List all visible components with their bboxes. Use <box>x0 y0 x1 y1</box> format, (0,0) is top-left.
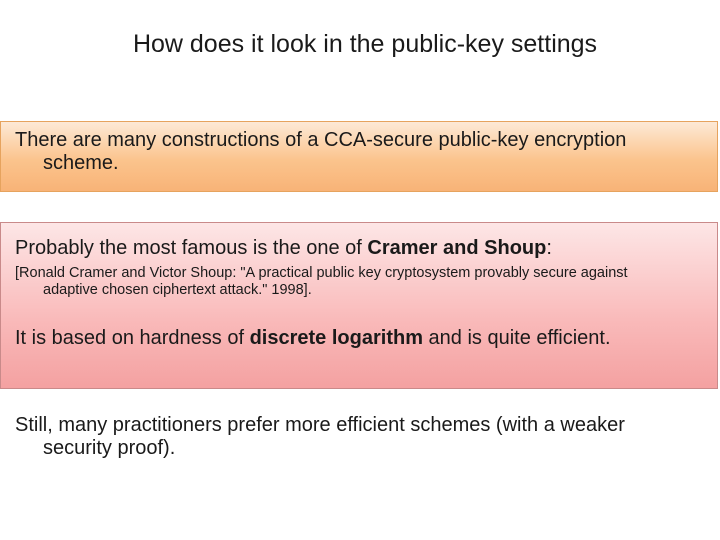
text-segment: : <box>546 237 552 259</box>
slide-title: How does it look in the public-key settings <box>132 30 598 58</box>
text-segment: It is based on hardness of <box>15 327 250 349</box>
cramer-shoup-paragraph <box>15 237 685 260</box>
discrete-logarithm-bold: discrete logarithm <box>249 327 423 349</box>
practitioners-paragraph: Still, many practitioners prefer more efficient schemes (with a weaker security proof). <box>15 414 625 459</box>
constructions-paragraph: There are many constructions of a CCA-secure public-key encryption scheme. <box>15 129 627 174</box>
discrete-log-paragraph <box>15 327 685 350</box>
citation-paragraph: [Ronald Cramer and Victor Shoup: "A practical public key cryptosystem provably secure against adaptive chosen ciphertext attack." 1998]. <box>15 265 628 298</box>
cramer-shoup-bold: Cramer and Shoup <box>367 237 547 259</box>
text-segment: Probably the most famous is the one of <box>15 237 368 259</box>
text-segment: and is quite efficient. <box>422 327 611 349</box>
